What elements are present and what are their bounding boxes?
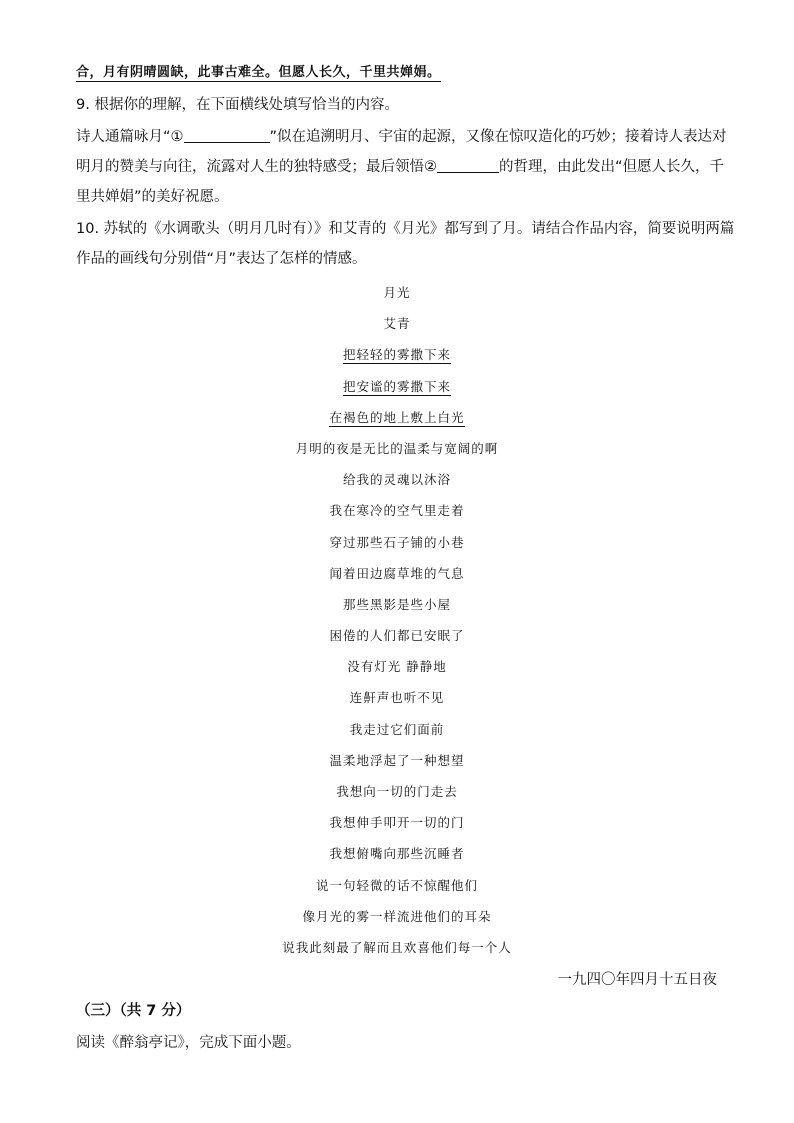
poem-line: 闻着田边腐草堆的气息 [329,565,465,581]
poem-line: 没有灯光 静静地 [347,659,447,675]
poem [0,283,794,969]
poem-line: 困倦的人们都已安眠了 [329,628,465,644]
question-10-line-1: 10. 苏轼的《水调歌头（明月几时有）》和艾青的《月光》都写到了月。请结合作品内容，简要说明两篇 [76,221,735,237]
underlined-line: 把轻轻的雾撒下来 [342,347,451,363]
poem-title: 月光 [383,285,411,300]
question-10-line-2: 作品的画线句分别借“月”表达了怎样的情感。 [76,251,367,267]
section-3-instruction: 阅读《醉翁亭记》，完成下面小题。 [76,1035,301,1051]
poem-line [0,377,794,408]
poem-line [0,408,794,439]
question-9-line-2 [76,157,725,177]
quote-line [76,63,718,83]
poem-line: 那些黑影是些小屋 [342,596,451,612]
poem-line: 说我此刻最了解而且欢喜他们每一个人 [282,939,512,955]
underlined-line: 把安谧的雾撒下来 [342,378,451,394]
poem-line: 我在寒冷的空气里走着 [329,503,465,519]
poem-line: 温柔地浮起了一种想望 [329,752,465,768]
poem-line: 我想向一切的门走去 [336,784,458,799]
question-9-prompt: 9. 根据你的理解，在下面横线处填写恰当的内容。 [76,97,399,113]
q9-line2-end: 的哲理，由此发出“但愿人长久，千 [499,159,725,175]
poem-line: 我走过它们面前 [349,721,445,737]
poem-date: 一九四〇年四月十五日夜 [557,972,717,988]
q9-line2-start: 明月的赞美与向往，流露对人生的独特感受；最后领悟② [76,159,437,175]
poem-line: 给我的灵魂以沐浴 [342,472,451,488]
answer-blank-2[interactable] [437,158,499,173]
poem-line: 连鼾声也听不见 [349,690,445,706]
section-3-heading: （三）（共 7 分） [76,1003,191,1019]
underlined-line: 在褐色的地上敷上白光 [329,409,465,425]
poem-line: 月明的夜是无比的温柔与宽阔的啊 [295,440,499,456]
quote-underlined: 合，月有阴晴圆缺，此事古难全。但愿人长久，千里共婵娟。 [76,65,441,80]
poem-line: 像月光的雾一样流进他们的耳朵 [302,908,492,924]
question-9-line-3: 里共婵娟”的美好祝愿。 [76,189,229,205]
poem-line: 穿过那些石子铺的小巷 [329,534,465,550]
answer-blank-1[interactable] [184,128,270,143]
q9-line1-end: ”似在追溯明月、宇宙的起源，又像在惊叹造化的巧妙；接着诗人表达对 [269,129,727,145]
poem-line: 我想俯嘴向那些沉睡者 [329,846,465,862]
question-9-line-1 [76,127,727,147]
poem-line: 说一句轻微的话不惊醒他们 [315,877,478,893]
q9-line1-start: 诗人通篇咏月“① [76,129,184,145]
poem-line [0,345,794,376]
poem-author: 艾青 [383,316,411,332]
poem-line: 我想伸手叩开一切的门 [329,815,465,831]
